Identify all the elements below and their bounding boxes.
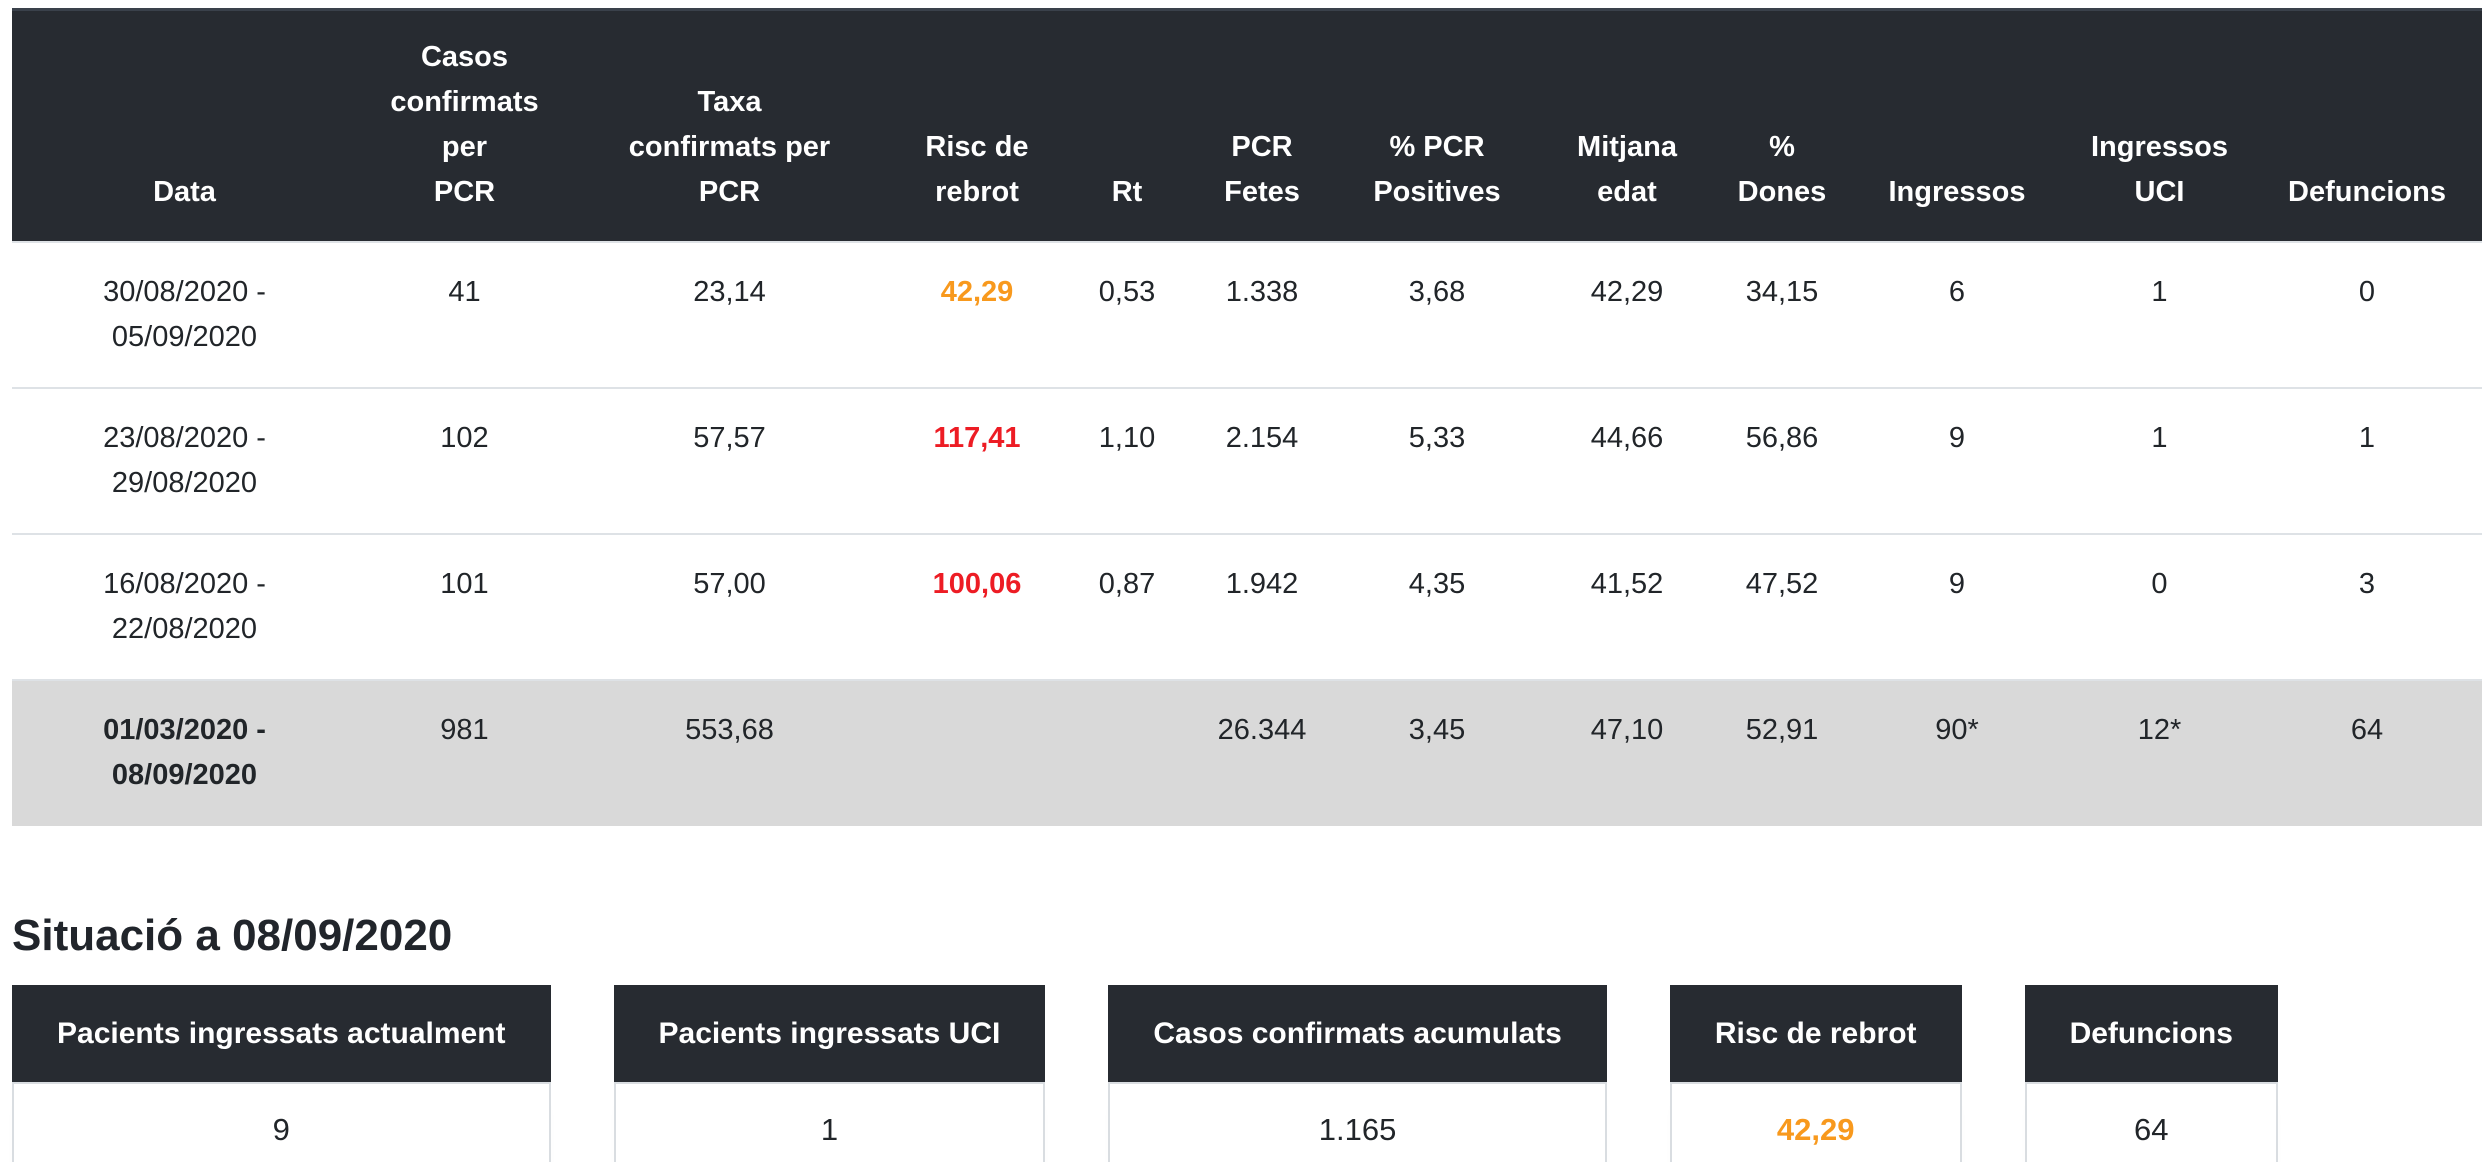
card-casos-acumulats xyxy=(1108,985,1606,1162)
col-header-ingressos-uci: Ingressos UCI xyxy=(2067,10,2252,243)
col-header-risc-rebrot: Risc de rebrot xyxy=(887,10,1067,243)
cell-ingressos-uci: 12* xyxy=(2067,680,2252,826)
cell-casos: 102 xyxy=(357,388,572,534)
table-row-week-3 xyxy=(12,534,2482,680)
cell-mitjana-edat: 41,52 xyxy=(1537,534,1717,680)
card-defuncions xyxy=(2025,985,2278,1162)
card-defuncions-value: 64 xyxy=(2025,1082,2278,1162)
cell-taxa: 23,14 xyxy=(572,242,887,388)
table-header-row xyxy=(12,10,2482,243)
cell-defuncions: 1 xyxy=(2252,388,2482,534)
cell-pcr-fetes: 2.154 xyxy=(1187,388,1337,534)
col-header-pcr-fetes: PCR Fetes xyxy=(1187,10,1337,243)
cell-dones: 47,52 xyxy=(1717,534,1847,680)
cell-pcr-positives: 3,45 xyxy=(1337,680,1537,826)
cell-ingressos: 9 xyxy=(1847,534,2067,680)
cell-ingressos-uci: 1 xyxy=(2067,242,2252,388)
card-risc-rebrot-label: Risc de rebrot xyxy=(1670,985,1962,1082)
cell-rt: 0,53 xyxy=(1067,242,1187,388)
cell-taxa: 57,57 xyxy=(572,388,887,534)
cell-pcr-positives: 3,68 xyxy=(1337,242,1537,388)
table-row-week-1 xyxy=(12,242,2482,388)
card-defuncions-label: Defuncions xyxy=(2025,985,2278,1082)
cell-pcr-fetes: 1.338 xyxy=(1187,242,1337,388)
cell-casos: 41 xyxy=(357,242,572,388)
card-risc-rebrot-value: 42,29 xyxy=(1670,1082,1962,1162)
table-header xyxy=(12,10,2482,243)
cell-ingressos-uci: 0 xyxy=(2067,534,2252,680)
cell-mitjana-edat: 42,29 xyxy=(1537,242,1717,388)
covid-weekly-table xyxy=(12,8,2482,826)
cell-date: 16/08/2020 - 22/08/2020 xyxy=(12,534,357,680)
cell-pcr-positives: 4,35 xyxy=(1337,534,1537,680)
table-row-week-2 xyxy=(12,388,2482,534)
cell-defuncions: 0 xyxy=(2252,242,2482,388)
cell-rt xyxy=(1067,680,1187,826)
cell-risc-rebrot: 100,06 xyxy=(887,534,1067,680)
card-pacients-uci-label: Pacients ingressats UCI xyxy=(614,985,1046,1082)
cell-ingressos: 6 xyxy=(1847,242,2067,388)
situation-title: Situació a 08/09/2020 xyxy=(12,911,453,960)
col-header-mitjana-edat: Mitjana edat xyxy=(1537,10,1717,243)
cell-mitjana-edat: 44,66 xyxy=(1537,388,1717,534)
card-pacients-uci xyxy=(614,985,1046,1162)
card-pacients-ingressats xyxy=(12,985,551,1162)
cell-ingressos-uci: 1 xyxy=(2067,388,2252,534)
cell-risc-rebrot: 117,41 xyxy=(887,388,1067,534)
cell-pcr-fetes: 1.942 xyxy=(1187,534,1337,680)
cell-ingressos: 90* xyxy=(1847,680,2067,826)
card-pacients-uci-value: 1 xyxy=(614,1082,1046,1162)
cell-date: 23/08/2020 - 29/08/2020 xyxy=(12,388,357,534)
col-header-ingressos: Ingressos xyxy=(1847,10,2067,243)
cell-taxa: 553,68 xyxy=(572,680,887,826)
cell-risc-rebrot xyxy=(887,680,1067,826)
col-header-pcr-positives: % PCR Positives xyxy=(1337,10,1537,243)
card-pacients-ingressats-value: 9 xyxy=(12,1082,551,1162)
col-header-data xyxy=(12,10,357,243)
cell-taxa: 57,00 xyxy=(572,534,887,680)
card-risc-rebrot xyxy=(1670,985,1962,1162)
col-header-rt: Rt xyxy=(1067,10,1187,243)
situation-cards xyxy=(12,985,2482,1162)
col-header-casos-pcr: Casos confirmats per PCR xyxy=(357,10,572,243)
cell-rt: 1,10 xyxy=(1067,388,1187,534)
cell-risc-rebrot: 42,29 xyxy=(887,242,1067,388)
card-casos-acumulats-label: Casos confirmats acumulats xyxy=(1108,985,1606,1082)
cell-mitjana-edat: 47,10 xyxy=(1537,680,1717,826)
col-header-data-label: Data xyxy=(153,176,216,208)
col-header-defuncions: Defuncions xyxy=(2252,10,2482,243)
cell-rt: 0,87 xyxy=(1067,534,1187,680)
cell-dones: 52,91 xyxy=(1717,680,1847,826)
cell-casos: 981 xyxy=(357,680,572,826)
cell-ingressos: 9 xyxy=(1847,388,2067,534)
col-header-taxa-pcr: Taxa confirmats per PCR xyxy=(572,10,887,243)
cell-defuncions: 3 xyxy=(2252,534,2482,680)
card-pacients-ingressats-label: Pacients ingressats actualment xyxy=(12,985,551,1082)
cell-dones: 34,15 xyxy=(1717,242,1847,388)
cell-pcr-fetes: 26.344 xyxy=(1187,680,1337,826)
cell-date: 01/03/2020 - 08/09/2020 xyxy=(12,680,357,826)
cell-casos: 101 xyxy=(357,534,572,680)
card-casos-acumulats-value: 1.165 xyxy=(1108,1082,1606,1162)
cell-date: 30/08/2020 - 05/09/2020 xyxy=(12,242,357,388)
cell-defuncions: 64 xyxy=(2252,680,2482,826)
col-header-dones: % Dones xyxy=(1717,10,1847,243)
table-row-total xyxy=(12,680,2482,826)
cell-pcr-positives: 5,33 xyxy=(1337,388,1537,534)
cell-dones: 56,86 xyxy=(1717,388,1847,534)
